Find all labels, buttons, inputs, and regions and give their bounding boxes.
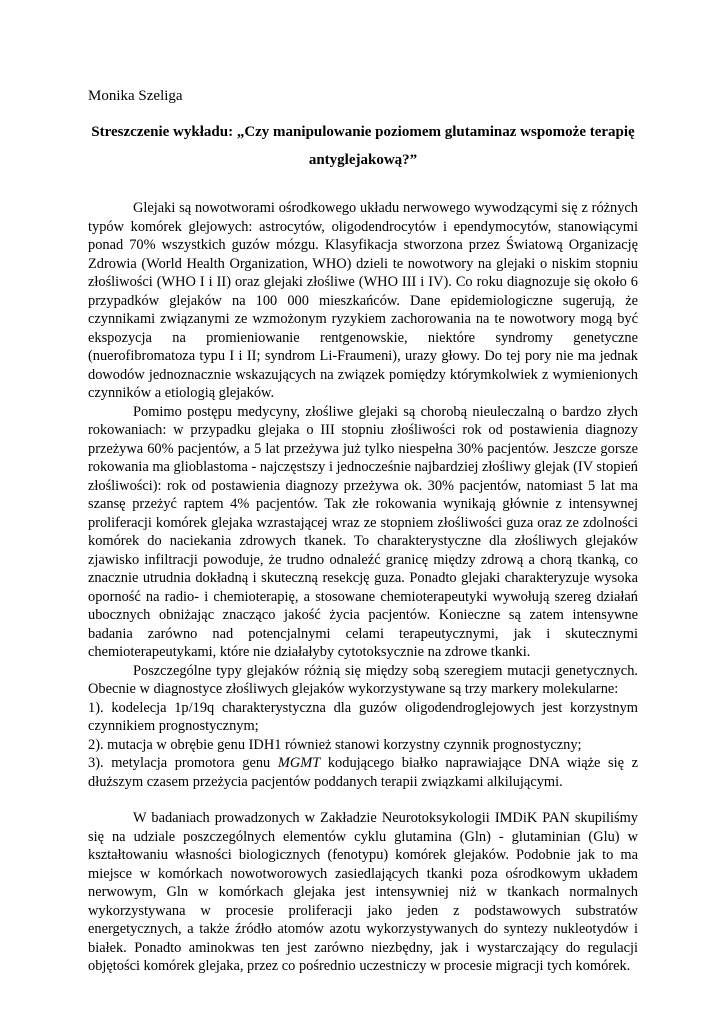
list-item: 1). kodelecja 1p/19q charakterystyczna dla guzów oligodendroglejowych jest korzystnym czynnikiem prognostycznym; <box>88 699 638 734</box>
paragraph-gliomas-intro: Glejaki są nowotworami ośrodkowego układu nerwowego wywodzącymi się z różnych typów komórek glejowych: astrocytów, oligodendrocytów i ependymocytów, stanowiącymi ponad 70% wszystkich guzów mózgu. Klasyfikacja stworzona przez Światową Organizację Zdrowia (World Health Organization, WHO) dzieli te nowotwory na glejaki o niskim stopniu złośliwości (WHO I i II) oraz glejaki złośliwe (WHO III i IV). Co roku diagnozuje się około 6 przypadków glejaków na 100 000 mieszkańców. Dane epidemiologiczne sugerują, że czynnikami związanymi ze wzmożonym ryzykiem zachorowania na te nowotwory mogą być ekspozycja na promieniowanie rentgenowskie, niektóre syndromy genetyczne (nuerofibromatoza typu I i II; syndrom Li-Fraumeni), urazy głowy. Do tej pory nie ma jednak dowodów jednoznacznie wskazujących na związek pomiędzy którymkolwiek z wymienionych czynników a etiologią glejaków. <box>88 200 638 401</box>
list-item-prefix: 3). metylacja promotora genu <box>88 755 278 771</box>
marker-list <box>88 699 638 792</box>
list-item <box>88 754 638 791</box>
list-item-suffix: kodującego białko naprawiające DNA wiąże się z dłuższym czasem przeżycia pacjentów poddanych terapii związkami alkilującymi. <box>88 755 638 790</box>
list-item: 2). mutacja w obrębie genu IDH1 również stanowi korzystny czynnik prognostyczny; <box>88 736 582 753</box>
author-name: Monika Szeliga <box>88 88 183 104</box>
paragraph-research: W badaniach prowadzonych w Zakładzie Neurotoksykologii IMDiK PAN skupiliśmy się na udziale poszczególnych elementów cyklu glutamina (Gln) - glutaminian (Glu) w kształtowaniu własności biologicznych (fenotypu) komórek glejaków. Podobnie jak to ma miejsce w komórkach nowotworowych zasiedlających tkanki poza ośrodkowym układem nerwowym, Gln w komórkach glejaka jest intensywniej niż w tkankach normalnych wykorzystywana w procesie proliferacji jako jeden z podstawowych substratów energetycznych, a także źródło atomów azotu wykorzystywanych do syntezy nukleotydów i białek. Ponadto aminokwas ten jest zarówno niezbędny, jak i wystarczający do regulacji objętości komórek glejaka, przez co pośrednio uczestniczy w procesie migracji tych komórek. <box>88 810 638 974</box>
paragraph-markers: Poszczególne typy glejaków różnią się między sobą szeregiem mutacji genetycznych. Obecnie w diagnostyce złośliwych glejaków wykorzystywane są trzy markery molekularne: <box>88 662 638 697</box>
abstract-body <box>88 199 638 976</box>
paragraph-prognosis: Pomimo postępu medycyny, złośliwe glejaki są chorobą nieuleczalną o bardzo złych rokowaniach: w przypadku glejaka o III stopniu złośliwości rok od postawienia diagnozy przeżywa 60% pacjentów, a 5 lat przeżywa już tylko niespełna 30% pacjentów. Jeszcze gorsze rokowania ma glioblastoma - najczęstszy i jednocześnie najbardziej złośliwy glejak (IV stopień złośliwości): rok od postawienia diagnozy przeżywa ok. 30% pacjentów, natomiast 5 lat ma szansę przeżyć raptem 4% pacjentów. Tak złe rokowania wynikają głównie z intensywnej proliferacji komórek glejaka wzrastającej wraz ze stopniem złośliwości guza oraz ze zdolności komórek do naciekania zdrowych tkanek. To charakterystyczne dla złośliwych glejaków zjawisko infiltracji powoduje, że trudno odnaleźć granicę między zdrową a chorą tkanką, co znacznie utrudnia dokładną i skuteczną resekcję guza. Ponadto glejaki charakteryzuje wysoka oporność na radio- i chemioterapię, a stosowane chemioterapeutyki wywołują szereg działań ubocznych obniżając znacząco jakość życia pacjentów. Konieczne są zatem intensywne badania zarówno nad potencjalnymi celami terapeutycznymi, jak i skutecznymi chemioterapeutykami, które nie działałyby cytotoksycznie na zdrowe tkanki. <box>88 403 638 660</box>
gene-name: MGMT <box>277 755 321 771</box>
lecture-title: Streszczenie wykładu: „Czy manipulowanie poziomem glutaminaz wspomoże terapię antyglejakową?” <box>91 124 635 168</box>
